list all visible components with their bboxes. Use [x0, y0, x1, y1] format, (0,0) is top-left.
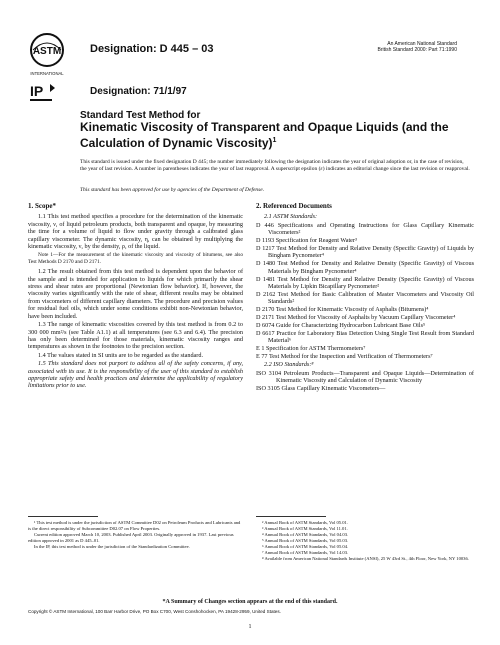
footnote-divider-right: [256, 516, 326, 517]
title-prefix: Standard Test Method for: [80, 110, 201, 121]
para-1-2: 1.2 The result obtained from this test method is dependent upon the behavior of the sample and is intended for application to liquids for which primarily the shear stress and shear rates are proportional (Newtonian flow behavior). If, however, the viscosity varies significantly with the rate of shear, different results may be obtained from viscometers of different capillary diameters. The procedure and precision values for residual fuel oils, which under some conditions exhibit non-Newtonian behavior, have been included.: [28, 268, 243, 320]
para-1-5: 1.5 This standard does not purport to address all of the safety concerns, if any, associated with its use. It is the responsibility of the user of this standard to establish appropriate safety and health practices and determine the applicability of regulatory limitations prior to use.: [28, 360, 243, 390]
title-text: Kinematic Viscosity of Transparent and Opaque Liquids (and the Calculation of Dynamic Viscosity): [80, 120, 449, 150]
ip-logo: [28, 80, 58, 104]
ref-iso3104: ISO 3104 Petroleum Products—Transparent and Opaque Liquids—Determination of Kinematic Viscosity and Calculation of Dynamic Viscosity: [256, 369, 474, 384]
right-column: [256, 203, 474, 393]
footnote-5: ⁵ Annual Book of ASTM Standards, Vol 05.03.: [262, 537, 349, 543]
astm-logo-caption: INTERNATIONAL: [30, 71, 64, 76]
scope-heading: 1. Scope*: [28, 202, 56, 210]
footnote-approval: Current edition approved March 10, 2003. Published April 2003. Originally approved in 1937. Last previous edition approved in 2001 as D 445–01.: [28, 532, 234, 543]
left-column: [28, 203, 243, 391]
document-title: [80, 121, 460, 150]
footnotes-left: [28, 520, 243, 551]
footnote-1: ¹ This test method is under the jurisdiction of ASTM Committee D02 on Petroleum Products and Lubricants and is the direct responsibility of Subcommittee D02.07 on Flow Properties.: [28, 520, 241, 531]
footnote-8: ⁸ Available from American National Standards Institute (ANSI), 25 W 43rd St., 4th Floor, New York, NY 10036.: [262, 555, 469, 561]
ref-e77: E 77 Test Method for the Inspection and Verification of Thermometers⁷: [256, 353, 433, 361]
designation: Designation: D 445 – 03: [90, 43, 214, 55]
para-1-4: 1.4 The values stated in SI units are to be regarded as the standard.: [38, 351, 204, 359]
footnote-divider-left: [28, 516, 98, 517]
ref-d2162: D 2162 Test Method for Basic Calibration of Master Viscometers and Viscosity Oil Standards²: [256, 290, 474, 306]
title-footnote-ref: 1: [272, 137, 277, 144]
references-heading: 2. Referenced Documents: [256, 202, 332, 210]
iso-standards-heading: 2.2 ISO Standards:⁸: [264, 361, 314, 369]
footnote-2: ² Annual Book of ASTM Standards, Vol 05.01.: [262, 520, 348, 525]
standard-reference: [378, 41, 458, 53]
ref-d1480: D 1480 Test Method for Density and Relative Density (Specific Gravity) of Viscous Materials by Bingham Pycnometer⁴: [256, 260, 474, 275]
ref-iso3105: ISO 3105 Glass Capillary Kinematic Viscometers—: [256, 384, 386, 392]
page-number: 1: [248, 624, 252, 630]
footnote-6: ⁶ Annual Book of ASTM Standards, Vol 05.04.: [262, 543, 349, 549]
para-1-1: 1.1 This test method specifies a procedure for the determination of the kinematic viscosity, ν, of liquid petroleum products, both transparent and opaque, by measuring the time for a volume of liquid to flow under gravity through a calibrated glass capillary viscometer. The dynamic viscosity, η, can be obtained by multiplying the kinematic viscosity, ν, by the density, ρ, of the liquid.: [28, 213, 243, 251]
summary-note: *A Summary of Changes section appears at the end of this standard.: [162, 599, 338, 605]
ans-line-2: British Standard 2000: Part 71:1990: [377, 47, 457, 53]
ref-d446: D 446 Specifications and Operating Instructions for Glass Capillary Kinematic Viscometers²: [256, 221, 474, 237]
copyright: Copyright © ASTM International, 100 Barr Harbor Drive, PO Box C700, West Conshohocken, PA 19428-2959, United States.: [28, 609, 281, 614]
ref-d1217: D 1217 Test Method for Density and Relative Density (Specific Gravity) of Liquids by Bingham Pycnometer⁴: [256, 245, 474, 260]
ref-d2171: D 2171 Test Method for Viscosity of Asphalts by Vacuum Capillary Viscometer⁴: [256, 314, 456, 322]
ref-d1193: D 1193 Specification for Reagent Water³: [256, 237, 357, 245]
ans-line-1: An American National Standard: [387, 41, 457, 47]
footnote-3: ³ Annual Book of ASTM Standards, Vol 11.01.: [262, 525, 348, 531]
ref-d1481: D 1481 Test Method for Density and Relative Density (Specific Gravity) of Viscous Materials by Lipkin Bicapillary Pycnometer²: [256, 275, 474, 291]
footnote-7: ⁷ Annual Book of ASTM Standards, Vol 14.03.: [262, 549, 349, 555]
ip-logo-text: IP: [30, 83, 44, 99]
dod-note: This standard has been approved for use by agencies of the Department of Defense.: [80, 187, 265, 193]
footnote-ip: In the IP, this test method is under the jurisdiction of the Standardization Committee.: [34, 544, 190, 550]
ip-designation: Designation: 71/1/97: [90, 86, 187, 97]
ref-d2170: D 2170 Test Method for Kinematic Viscosity of Asphalts (Bitumens)⁴: [256, 306, 429, 314]
note-1: Note 1—For the measurement of the kinematic viscosity and viscosity of bitumens, see also Test Methods D 2170 and D 2171.: [28, 252, 243, 265]
ref-d6074: D 6074 Guide for Characterizing Hydrocarbon Lubricant Base Oils⁵: [256, 322, 426, 330]
ref-d6617: D 6617 Practice for Laboratory Bias Detection Using Single Test Result from Standard Material⁶: [256, 330, 474, 345]
astm-logo-text: ASTM: [32, 46, 62, 57]
para-1-3: 1.3 The range of kinematic viscosities covered by this test method is from 0.2 to 300 000 mm²/s (see Table A1.1) at all temperatures (see 6.3 and 6.4). The precision has only been determined for those materials, kinematic viscosity ranges and temperatures as shown in the footnotes to the precision section.: [28, 321, 243, 351]
issuance-note: This standard is issued under the fixed designation D 445; the number immediately following the designation indicates the year of original adoption or, in the case of revision, the year of last revision. A number in parentheses indicates the year of last reapproval. A superscript epsilon (ε) indicates an editorial change since the last revision or reapproval.: [80, 159, 470, 172]
footnote-4: ⁴ Annual Book of ASTM Standards, Vol 04.03.: [262, 531, 349, 537]
footnotes-right: [256, 520, 474, 562]
ref-e1: E 1 Specification for ASTM Thermometers⁷: [256, 345, 366, 353]
astm-logo: [27, 32, 67, 78]
astm-standards-heading: 2.1 ASTM Standards:: [264, 213, 318, 221]
